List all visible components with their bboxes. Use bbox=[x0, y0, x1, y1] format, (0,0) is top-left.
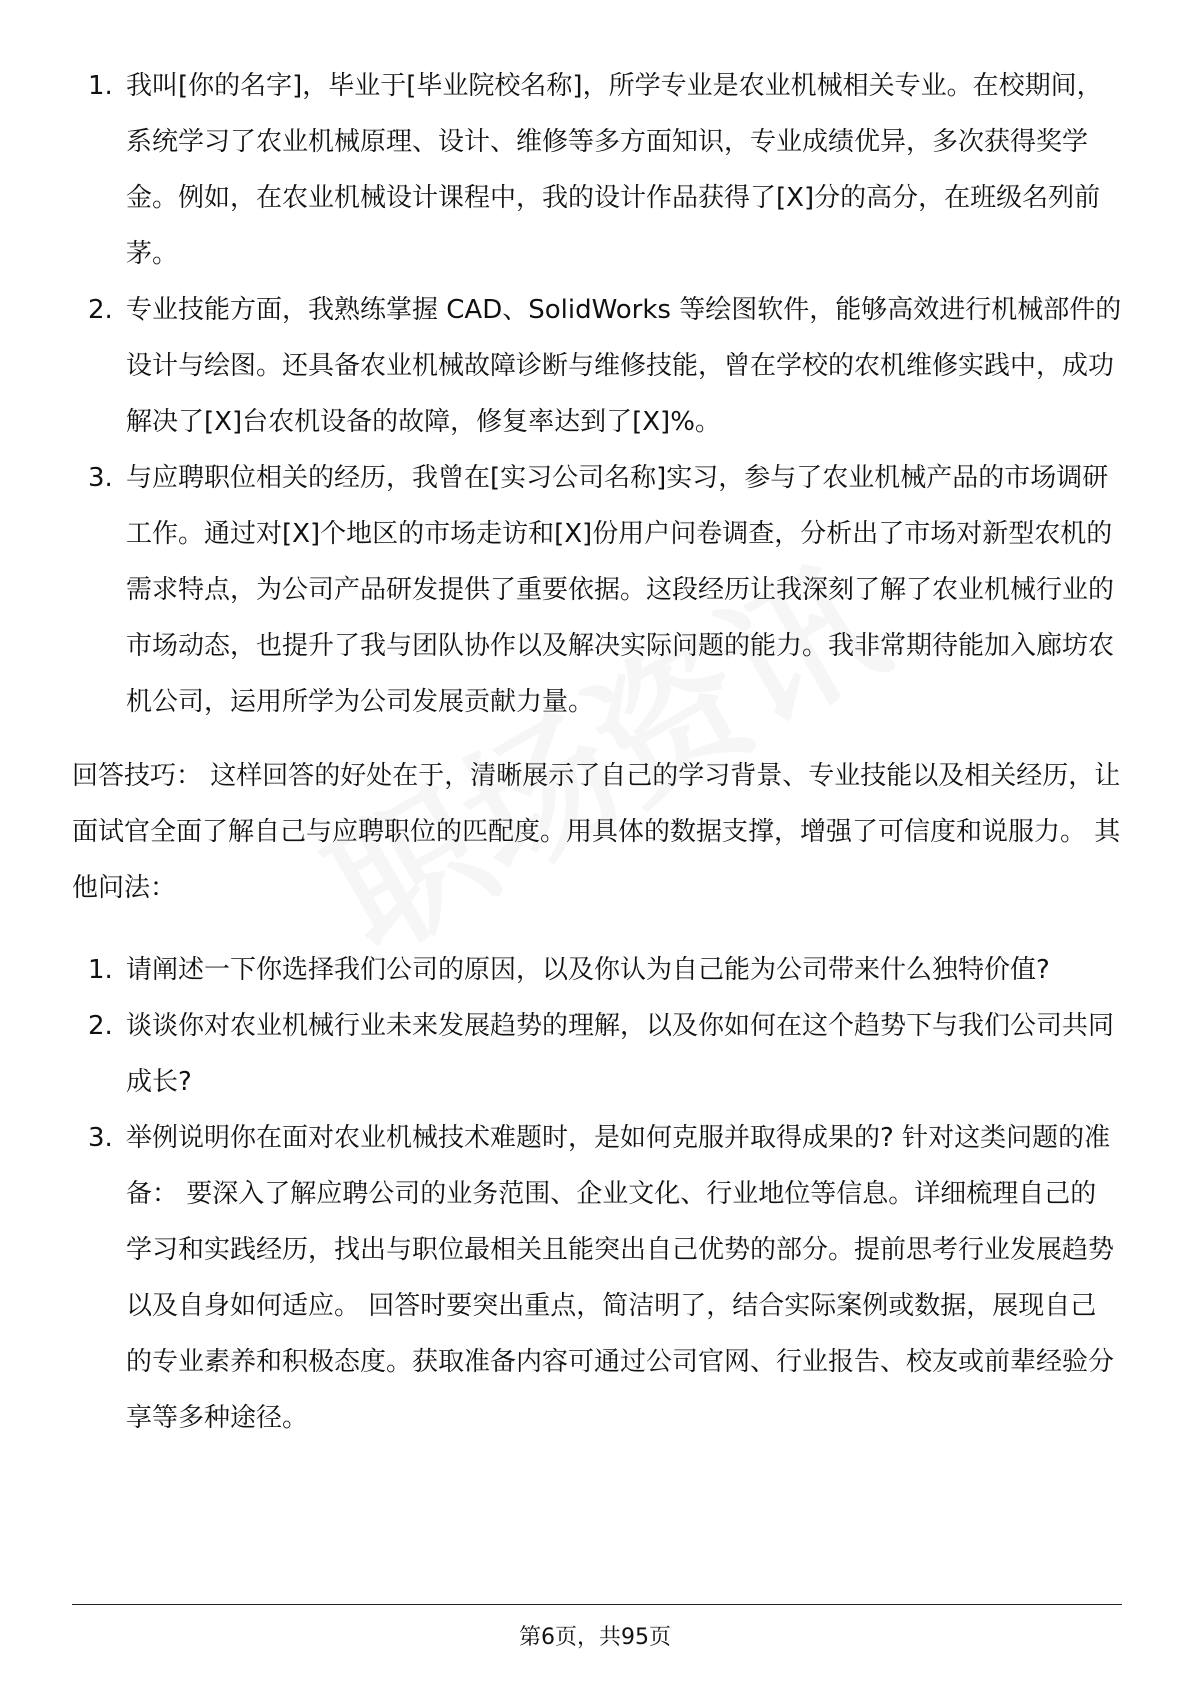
list-item-text: 我叫[你的名字]，毕业于[毕业院校名称]，所学专业是农业机械相关专业。在校期间，系统学习了农业机械原理、设计、维修等多方面知识，专业成绩优异，多次获得奖学金。例如，在农业机械设计课程中，我的设计作品获得了[X]分的高分，在班级名列前茅。 bbox=[126, 71, 1103, 269]
footer-divider bbox=[72, 1604, 1122, 1605]
list-item bbox=[72, 58, 1122, 282]
list-number: 3. bbox=[88, 1123, 113, 1153]
page-number: 第6页，共95页 bbox=[519, 1625, 671, 1650]
list-item bbox=[72, 282, 1122, 450]
content bbox=[72, 58, 1122, 1446]
list-item bbox=[72, 942, 1122, 998]
list-number: 1. bbox=[88, 71, 113, 101]
list-number: 3. bbox=[88, 463, 113, 493]
list-item bbox=[72, 1110, 1122, 1446]
list-item-text: 举例说明你在面对农业机械技术难题时，是如何克服并取得成果的? 针对这类问题的准备： 要深入了解应聘公司的业务范围、企业文化、行业地位等信息。详细梳理自己的学习和实践经历，找出与职位最相关且能突出自己优势的部分。提前思考行业发展趋势以及自身如何适应。 回答时要突出重点，简洁明了，结合实际案例或数据，展现自己的专业素养和积极态度。获取准备内容可通过公司官网、行业报告、校友或前辈经验分享等多种途径。 bbox=[126, 1123, 1115, 1433]
tips-paragraph: 回答技巧： 这样回答的好处在于，清晰展示了自己的学习背景、专业技能以及相关经历，让面试官全面了解自己与应聘职位的匹配度。用具体的数据支撑，增强了可信度和说服力。 其他问法： bbox=[72, 761, 1121, 903]
list-item-text: 请阐述一下你选择我们公司的原因，以及你认为自己能为公司带来什么独特价值? bbox=[126, 955, 1050, 985]
list-number: 1. bbox=[88, 955, 113, 985]
list-item-text: 与应聘职位相关的经历，我曾在[实习公司名称]实习，参与了农业机械产品的市场调研工作。通过对[X]个地区的市场走访和[X]份用户问卷调查，分析出了市场对新型农机的需求特点，为公司产品研发提供了重要依据。这段经历让我深刻了解了农业机械行业的市场动态，也提升了我与团队协作以及解决实际问题的能力。我非常期待能加入廊坊农机公司，运用所学为公司发展贡献力量。 bbox=[126, 463, 1115, 717]
list-item-text: 专业技能方面，我熟练掌握 CAD、SolidWorks 等绘图软件，能够高效进行机械部件的设计与绘图。还具备农业机械故障诊断与维修技能，曾在学校的农机维修实践中，成功解决了[X]台农机设备的故障，修复率达到了[X]%。 bbox=[126, 295, 1122, 437]
list-item-text: 谈谈你对农业机械行业未来发展趋势的理解，以及你如何在这个趋势下与我们公司共同成长? bbox=[126, 1011, 1115, 1097]
list-number: 2. bbox=[88, 1011, 113, 1041]
list-item bbox=[72, 450, 1122, 730]
other-questions-list bbox=[72, 942, 1122, 1446]
list-number: 2. bbox=[88, 295, 113, 325]
answer-list bbox=[72, 58, 1122, 730]
list-item bbox=[72, 998, 1122, 1110]
